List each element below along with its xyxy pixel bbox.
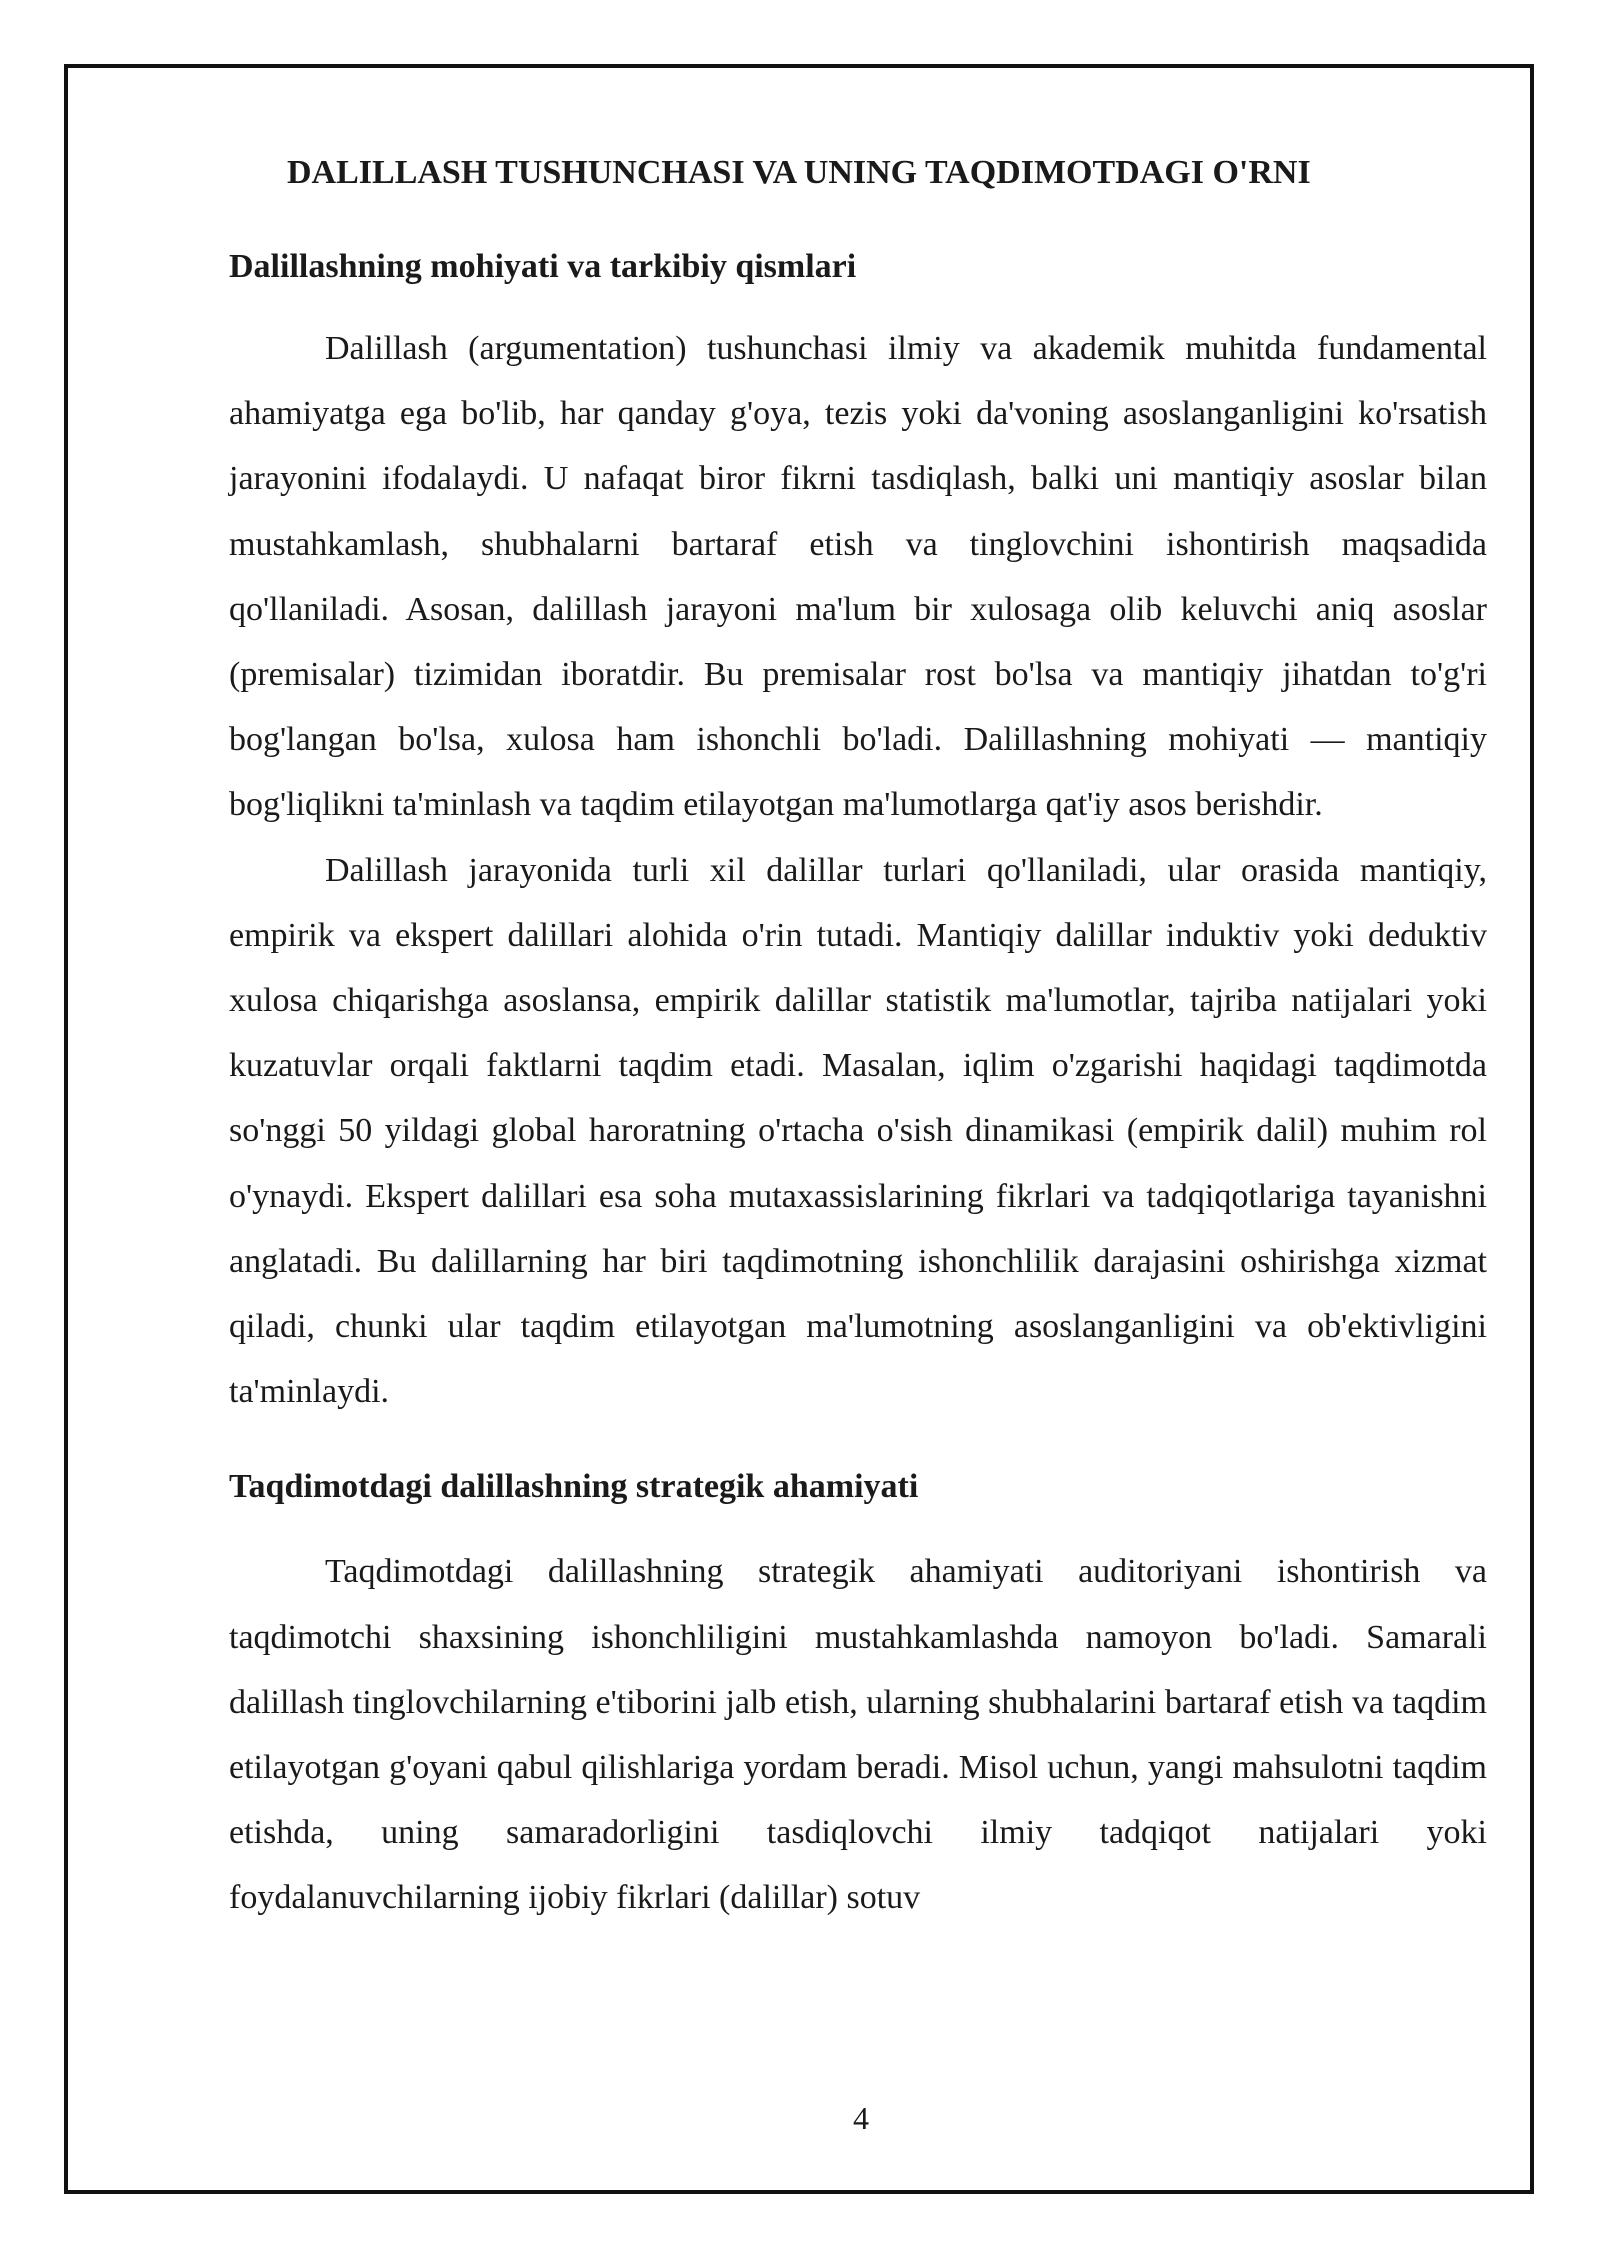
section-2-paragraph-1: Taqdimotdagi dalillashning strategik ahamiyati auditoriyani ishontirish va taqdimotchi shaxsining ishonchliligini mustahkamlashda namoyon bo'ladi. Samarali dalillash tinglovchilarning e'tiborini jalb etish, ularning shubhalarini bartaraf etish va taqdim etilayotgan g'oyani qabul qilishlariga yordam beradi. Misol uchun, yangi mahsulotni taqdim etishda, uning samaradorligini tasdiqlovchi ilmiy tadqiqot natijalari yoki foydalanuvchilarning ijobiy fikrlari (dalillar) sotuv (229, 1553, 1487, 1917)
section-heading-2: Taqdimotdagi dalillashning strategik ahamiyati (229, 1468, 919, 1506)
section-1-paragraph-1: Dalillash (argumentation) tushunchasi ilmiy va akademik muhitda fundamental ahamiyatga ega bo'lib, har qanday g'oya, tezis yoki da'voning asoslanganligini ko'rsatish jarayonini ifodalaydi. U nafaqat biror fikrni tasdiqlash, balki uni mantiqiy asoslar bilan mustahkamlash, shubhalarni bartaraf etish va tinglovchini ishontirish maqsadida qo'llaniladi. Asosan, dalillash jarayoni ma'lum bir xulosaga olib keluvchi aniq asoslar (premisalar) tizimidan iboratdir. Bu premisalar rost bo'lsa va mantiqiy jihatdan to'g'ri bog'langan bo'lsa, xulosa ham ishonchli bo'ladi. Dalillashning mohiyati — mantiqiy bog'liqlikni ta'minlash va taqdim etilayotgan ma'lumotlarga qat'iy asos berishdir. (229, 330, 1487, 824)
section-heading-1: Dalillashning mohiyati va tarkibiy qismlari (229, 248, 857, 285)
section-1-paragraph-2: Dalillash jarayonida turli xil dalillar turlari qo'llaniladi, ular orasida mantiqiy, empirik va ekspert dalillari alohida o'rin tutadi. Mantiqiy dalillar induktiv yoki deduktiv xulosa chiqarishga asoslansa, empirik dalillar statistik ma'lumotlar, tajriba natijalari yoki kuzatuvlar orqali faktlarni taqdim etadi. Masalan, iqlim o'zgarishi haqidagi taqdimotda so'nggi 50 yildagi global haroratning o'rtacha o'sish dinamikasi (empirik dalil) muhim rol o'ynaydi. Ekspert dalillari esa soha mutaxassislarining fikrlari va tadqiqotlariga tayanishni anglatadi. Bu dalillarning har biri taqdimotning ishonchlilik darajasini oshirishga xizmat qiladi, chunki ular taqdim etilayotgan ma'lumotning asoslanganligini va ob'ektivligini ta'minlaydi. (229, 851, 1487, 1411)
page-content (229, 148, 1487, 1931)
document-title: DALILLASH TUSHUNCHASI VA UNING TAQDIMOTDAGI O'RNI (287, 154, 1311, 191)
page-number: 4 (853, 2100, 869, 2136)
